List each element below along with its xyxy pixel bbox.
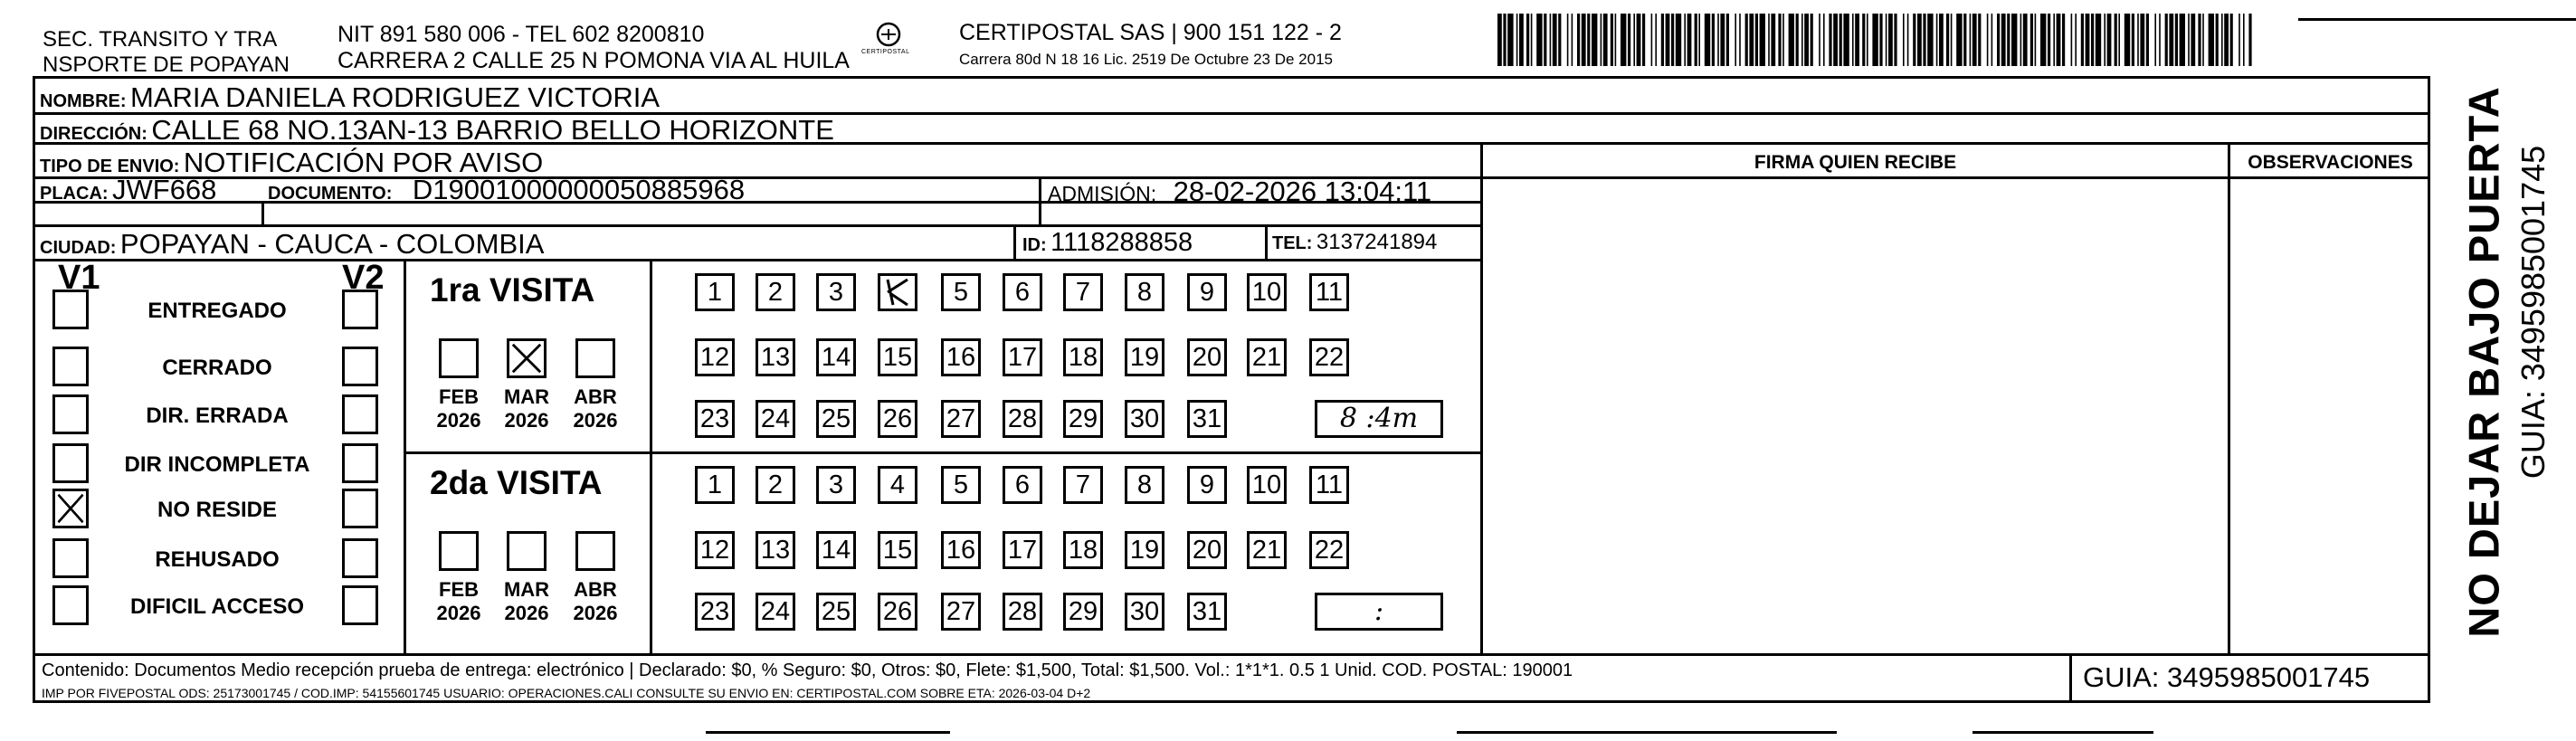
documento-row: [268, 176, 745, 204]
sender-line-1: SEC. TRANSITO Y TRA: [43, 27, 278, 52]
day-box[interactable]: 16: [941, 338, 981, 376]
tipo-value: NOTIFICACIÓN POR AVISO: [183, 147, 544, 178]
v2-label: V2: [342, 259, 385, 297]
day-box[interactable]: 30: [1125, 593, 1164, 631]
nombre-label: NOMBRE:: [40, 91, 127, 111]
day-box[interactable]: 17: [1003, 531, 1042, 569]
v1-checkbox[interactable]: [52, 290, 89, 329]
day-box[interactable]: 9: [1187, 273, 1227, 311]
status-label: DIR INCOMPLETA: [124, 452, 310, 477]
v2-checkbox[interactable]: [342, 538, 378, 578]
placa-row: [40, 176, 216, 204]
day-box[interactable]: 3: [816, 273, 856, 311]
time-box[interactable]: :: [1315, 593, 1443, 631]
day-box[interactable]: 22: [1309, 338, 1349, 376]
status-label: CERRADO: [162, 356, 272, 380]
day-box[interactable]: 18: [1063, 531, 1103, 569]
day-box[interactable]: 21: [1247, 531, 1287, 569]
month-year: 2026: [504, 602, 549, 625]
day-box[interactable]: 12: [695, 531, 735, 569]
divider-firma: [1480, 142, 1483, 653]
day-box[interactable]: 10: [1247, 466, 1287, 504]
divider-tel: [1265, 224, 1268, 259]
bottom-rule-3: [1972, 731, 2153, 734]
day-box[interactable]: 2: [756, 273, 795, 311]
logo: [861, 18, 923, 63]
direccion-label: DIRECCIÓN:: [40, 124, 147, 144]
day-box[interactable]: 8: [1125, 273, 1164, 311]
firma-header: FIRMA QUIEN RECIBE: [1754, 152, 1957, 173]
divider-status-visits: [404, 259, 406, 653]
day-box[interactable]: 23: [695, 400, 735, 438]
id-label: ID:: [1022, 235, 1047, 255]
day-box[interactable]: 12: [695, 338, 735, 376]
day-box[interactable]: 23: [695, 593, 735, 631]
day-box[interactable]: 13: [756, 531, 795, 569]
top-right-rule: [2298, 18, 2576, 21]
day-box[interactable]: 21: [1247, 338, 1287, 376]
day-box[interactable]: 13: [756, 338, 795, 376]
day-box[interactable]: 25: [816, 400, 856, 438]
day-box[interactable]: 31: [1187, 593, 1227, 631]
day-box[interactable]: 22: [1309, 531, 1349, 569]
month-year: 2026: [573, 602, 618, 625]
bottom-rule-2: [1457, 731, 1837, 734]
placa-value: JWF668: [112, 174, 217, 205]
direccion-row: [40, 116, 834, 144]
month-checkbox[interactable]: [439, 531, 479, 571]
day-box[interactable]: 19: [1125, 531, 1164, 569]
visit-title: 2da VISITA: [430, 464, 603, 501]
v1-checkbox[interactable]: [52, 489, 89, 528]
day-box[interactable]: 14: [816, 531, 856, 569]
nombre-row: [40, 83, 660, 111]
day-box[interactable]: 7: [1063, 466, 1103, 504]
status-label: DIR. ERRADA: [146, 404, 289, 428]
day-box[interactable]: 6: [1003, 466, 1042, 504]
month-label: [490, 385, 563, 433]
day-box[interactable]: 16: [941, 531, 981, 569]
company-info: [959, 20, 1342, 68]
divider-guia-footer: [2069, 653, 2072, 703]
month-name: ABR: [574, 578, 617, 601]
direccion-value: CALLE 68 NO.13AN-13 BARRIO BELLO HORIZONTE: [151, 114, 834, 146]
tipo-label: TIPO DE ENVIO:: [40, 157, 180, 176]
day-box[interactable]: 15: [878, 338, 917, 376]
day-box[interactable]: 26: [878, 593, 917, 631]
v1-checkbox[interactable]: [52, 347, 89, 386]
month-year: 2026: [436, 409, 481, 432]
month-checkbox[interactable]: [575, 338, 615, 378]
admision-row: [1048, 177, 1431, 205]
v1-label: V1: [58, 259, 100, 297]
footer-guia: GUIA: 3495985001745: [2083, 661, 2371, 693]
month-year: 2026: [573, 409, 618, 432]
sender-nit-tel: NIT 891 580 006 - TEL 602 8200810: [337, 22, 705, 47]
day-box[interactable]: 24: [756, 400, 795, 438]
admision-value: 28-02-2026 13:04:11: [1173, 176, 1432, 207]
company-license: Carrera 80d N 18 16 Lic. 2519 De Octubre 23 De 2015: [959, 50, 1333, 68]
day-box[interactable]: 19: [1125, 338, 1164, 376]
v2-checkbox[interactable]: [342, 585, 378, 625]
tel-label: TEL:: [1272, 233, 1313, 253]
sender-line-2: NSPORTE DE POPAYAN: [43, 52, 290, 77]
month-checkbox[interactable]: [439, 338, 479, 378]
day-box[interactable]: 17: [1003, 338, 1042, 376]
v2-checkbox[interactable]: [342, 489, 378, 528]
visit-title: 1ra VISITA: [430, 271, 595, 309]
month-label: [559, 385, 632, 433]
day-box[interactable]: 15: [878, 531, 917, 569]
barcode: [1497, 14, 2253, 66]
day-box[interactable]: 2: [756, 466, 795, 504]
documento-label: DOCUMENTO:: [268, 184, 393, 204]
day-box[interactable]: 29: [1063, 593, 1103, 631]
day-box[interactable]: 30: [1125, 400, 1164, 438]
status-label: ENTREGADO: [147, 299, 287, 323]
logo-text: CERTIPOSTAL: [861, 49, 910, 55]
nombre-value: MARIA DANIELA RODRIGUEZ VICTORIA: [130, 81, 661, 113]
month-checkbox[interactable]: [507, 531, 547, 571]
day-box[interactable]: 10: [1247, 273, 1287, 311]
day-box[interactable]: 11: [1309, 273, 1349, 311]
day-box[interactable]: 6: [1003, 273, 1042, 311]
month-label: [423, 578, 495, 626]
logo-icon: [869, 18, 923, 63]
footer-imp: IMP POR FIVEPOSTAL ODS: 25173001745 / COD.IMP: 54155601745 USUARIO: OPERACIONES.CALI CONSULTE SU ENVIO EN: CERTIPOSTAL.COM SOBRE ETA: 2026-03-04 D+2: [42, 686, 1091, 700]
status-label: REHUSADO: [155, 547, 280, 572]
v2-checkbox[interactable]: [342, 443, 378, 483]
month-checkbox[interactable]: [575, 531, 615, 571]
day-box[interactable]: 1: [695, 273, 735, 311]
divider-visits-days: [650, 259, 652, 653]
day-box[interactable]: 25: [816, 593, 856, 631]
day-box[interactable]: 26: [878, 400, 917, 438]
day-box[interactable]: 27: [941, 400, 981, 438]
ciudad-value: POPAYAN - CAUCA - COLOMBIA: [119, 228, 545, 260]
day-box[interactable]: 4: [878, 466, 917, 504]
v2-checkbox[interactable]: [342, 347, 378, 386]
observaciones-header: OBSERVACIONES: [2248, 152, 2413, 173]
month-label: [490, 578, 563, 626]
bottom-rule-1: [706, 731, 950, 734]
day-box[interactable]: 3: [816, 466, 856, 504]
month-checkbox[interactable]: [507, 338, 547, 378]
day-box[interactable]: 1: [695, 466, 735, 504]
status-label: NO RESIDE: [157, 498, 278, 522]
side-guia: GUIA: 3495985001745: [2514, 145, 2552, 480]
divider-id: [1013, 224, 1016, 259]
id-value: 1118288858: [1050, 228, 1193, 257]
day-box[interactable]: 31: [1187, 400, 1227, 438]
day-box[interactable]: 5: [941, 273, 981, 311]
month-label: [559, 578, 632, 626]
sender-details: [337, 22, 850, 74]
v1-checkbox[interactable]: [52, 394, 89, 434]
v2-checkbox[interactable]: [342, 394, 378, 434]
month-name: ABR: [574, 385, 617, 408]
month-name: MAR: [503, 578, 550, 601]
admision-label: ADMISIÓN:: [1048, 182, 1157, 205]
company-name: CERTIPOSTAL SAS | 900 151 122 - 2: [959, 20, 1342, 45]
placa-label: PLACA:: [40, 184, 109, 204]
v1-checkbox[interactable]: [52, 443, 89, 483]
month-name: MAR: [503, 385, 550, 408]
day-box[interactable]: 28: [1003, 400, 1042, 438]
divider-observaciones: [2228, 142, 2230, 653]
side-warning: NO DEJAR BAJO PUERTA: [2459, 86, 2508, 638]
day-box[interactable]: 20: [1187, 531, 1227, 569]
id-row: [1022, 230, 1193, 256]
footer-contents: Contenido: Documentos Medio recepción prueba de entrega: electrónico | Declarado: $0, % Seguro: $0, Otros: $0, Flete: $1,500, Total: $1,500. Vol.: 1*1*1. 0.5 1 Unid. COD. POSTAL: 190001: [42, 660, 1573, 680]
v1-checkbox[interactable]: [52, 538, 89, 578]
day-box[interactable]: 24: [756, 593, 795, 631]
month-year: 2026: [436, 602, 481, 625]
day-box[interactable]: 7: [1063, 273, 1103, 311]
v2-checkbox[interactable]: [342, 290, 378, 329]
status-label: DIFICIL ACCESO: [129, 594, 304, 619]
v1-checkbox[interactable]: [52, 585, 89, 625]
day-box[interactable]: 5: [941, 466, 981, 504]
ciudad-row: [40, 230, 544, 258]
divider-documento: [261, 201, 264, 224]
tel-value: 3137241894: [1316, 230, 1438, 254]
day-box[interactable]: 29: [1063, 400, 1103, 438]
ciudad-label: CIUDAD:: [40, 238, 117, 258]
barcode-bars: [1497, 14, 2253, 66]
documento-value: D19001000000050885968: [412, 174, 746, 205]
day-box[interactable]: 28: [1003, 593, 1042, 631]
day-box-marked[interactable]: [878, 273, 917, 311]
month-label: [423, 385, 495, 433]
day-box[interactable]: 27: [941, 593, 981, 631]
sender-name: [43, 27, 290, 77]
day-box[interactable]: 20: [1187, 338, 1227, 376]
sender-address: CARRERA 2 CALLE 25 N POMONA VIA AL HUILA: [337, 47, 850, 73]
day-box[interactable]: 11: [1309, 466, 1349, 504]
day-box[interactable]: 8: [1125, 466, 1164, 504]
divider-admision: [1039, 176, 1041, 224]
day-box[interactable]: 18: [1063, 338, 1103, 376]
tipo-row: [40, 148, 543, 176]
month-year: 2026: [504, 409, 549, 432]
month-name: FEB: [439, 578, 479, 601]
day-box[interactable]: 9: [1187, 466, 1227, 504]
month-name: FEB: [439, 385, 479, 408]
time-box[interactable]: 8 :4m: [1315, 400, 1443, 438]
day-box[interactable]: 14: [816, 338, 856, 376]
tel-row: [1272, 232, 1437, 253]
rule-visit-split: [404, 451, 1482, 454]
